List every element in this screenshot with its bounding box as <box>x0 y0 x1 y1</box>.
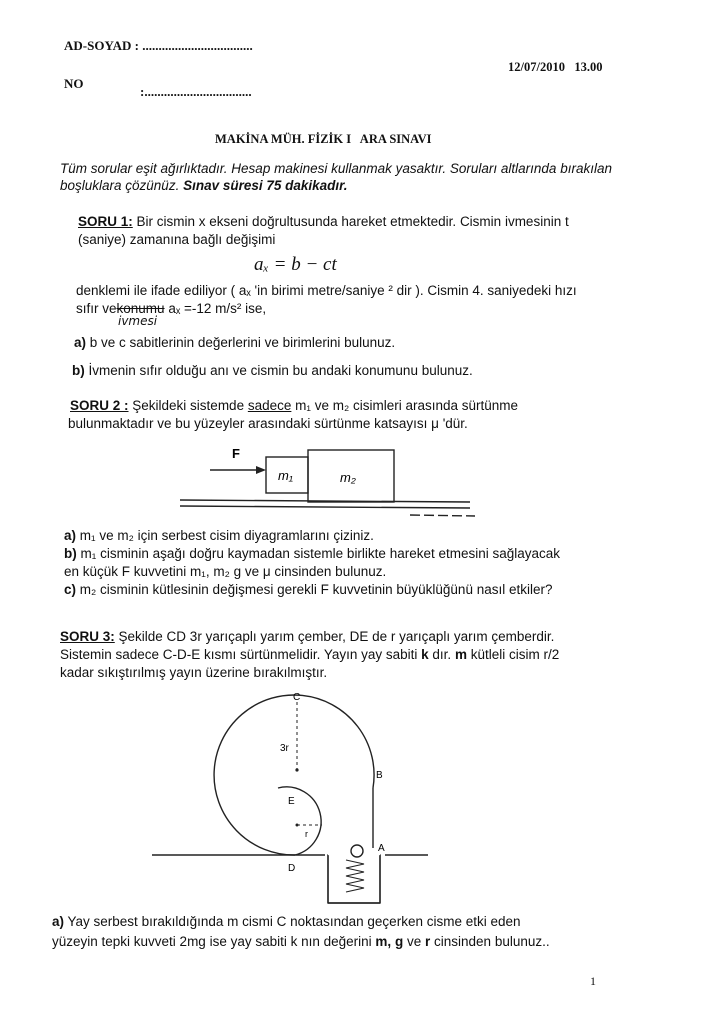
q2-line-2: bulunmaktadır ve bu yüzeyler arasındaki sürtünme katsayısı μ 'dür. <box>68 416 468 431</box>
name-field <box>64 38 253 54</box>
big-semicircle <box>214 695 374 855</box>
label-e: E <box>288 796 295 807</box>
q2-figure <box>170 440 490 526</box>
q2-part-b: b) m₁ cisminin aşağı doğru kaymadan sistemle birlikte hareket etmesini sağlayacak <box>64 546 561 561</box>
label-a: A <box>378 843 385 854</box>
no-label: NO <box>64 76 84 91</box>
q1-heading: SORU 1: <box>78 214 133 229</box>
exam-date: 12/07/2010 <box>508 60 565 74</box>
q1-line-1: Bir cismin x ekseni doğrultusunda hareket etmektedir. Cismin ivmesinin t <box>136 214 569 229</box>
q3-heading: SORU 3: <box>60 629 115 644</box>
spring <box>346 860 364 892</box>
duration-note: Sınav süresi 75 dakikadır. <box>183 178 348 193</box>
q2-heading: SORU 2 : <box>70 398 129 413</box>
q2-intro: SORU 2 : Şekildeki sistemde sadece m₁ ve m₂ cisimleri arasında sürtünme <box>70 398 519 413</box>
small-semicircle <box>278 787 321 855</box>
q1-part-b: b) İvmenin sıfır olduğu anı ve cismin bu andaki konumunu bulunuz. <box>72 363 473 378</box>
label-m2: m₂ <box>340 470 356 485</box>
q2-part-b-line-2: en küçük F kuvvetini m₁, m₂ g ve μ cinsinden bulunuz. <box>64 564 387 579</box>
instructions <box>60 160 612 194</box>
name-dots: .................................. <box>142 38 253 53</box>
instructions-line-1: Tüm sorular eşit ağırlıktadır. Hesap makinesi kullanmak yasaktır. Soruları altlarında bırakılan <box>60 161 612 176</box>
q1-intro <box>78 213 569 230</box>
page-title: MAKİNA MÜH. FİZİK I ARA SINAVI <box>215 132 432 146</box>
q3-intro: SORU 3: Şekilde CD 3r yarıçaplı yarım çember, DE de r yarıçaplı yarım çemberdir. <box>60 629 555 644</box>
q1-part-a: a) b ve c sabitlerinin değerlerini ve birimlerini bulunuz. <box>74 335 396 350</box>
label-b: B <box>376 770 383 781</box>
page-number: 1 <box>590 974 596 988</box>
exam-datetime <box>508 60 602 75</box>
exam-time: 13.00 <box>574 60 603 74</box>
label-c: C <box>293 692 301 703</box>
q2-part-a: a) m₁ ve m₂ için serbest cisim diyagramlarını çiziniz. <box>64 528 374 543</box>
ball-mass <box>351 845 363 857</box>
label-r: r <box>305 829 308 839</box>
q2-part-c: c) m₂ cisminin kütlesinin değişmesi gerekli F kuvvetinin büyüklüğünü nasıl etkiler? <box>64 582 553 597</box>
label-3r: 3r <box>280 743 289 754</box>
label-d: D <box>288 863 296 874</box>
q3-line-3: kadar sıkıştırılmış yayın üzerine bırakılmıştır. <box>60 665 328 680</box>
q3-part-a: a) Yay serbest bırakıldığında m cismi C noktasından geçerken cisme etki eden <box>52 914 521 929</box>
q1-line-3: denklemi ile ifade ediliyor ( aₓ 'in birimi metre/saniye ² dir ). Cismin 4. saniyedeki hızı <box>76 283 577 298</box>
no-dots: :................................. <box>140 84 252 99</box>
label-m1: m₁ <box>278 468 293 483</box>
q1-equation: aₓ = b − ct <box>254 254 337 275</box>
q3-line-2: Sistemin sadece C-D-E kısmı sürtünmelidir. Yayın yay sabiti k dır. m kütleli cisim r/2 <box>60 647 560 662</box>
q3-figure <box>140 688 440 908</box>
q3-part-a-line-2: yüzeyin tepki kuvveti 2mg ise yay sabiti k nın değerini m, g ve r cinsinden bulunuz.. <box>52 934 550 949</box>
handwritten-note: ivmesi <box>118 314 158 328</box>
q1-line-2: (saniye) zamanına bağlı değişimi <box>78 232 276 247</box>
name-label: AD-SOYAD : <box>64 38 139 53</box>
instructions-line-2: boşluklara çözünüz. Sınav süresi 75 dakikadır. <box>60 178 348 193</box>
q1-line-4: sıfır vekonumu aₓ =-12 m/s² ise, <box>76 301 267 316</box>
struck-word: konumu <box>116 301 165 316</box>
label-f: F <box>232 446 240 461</box>
